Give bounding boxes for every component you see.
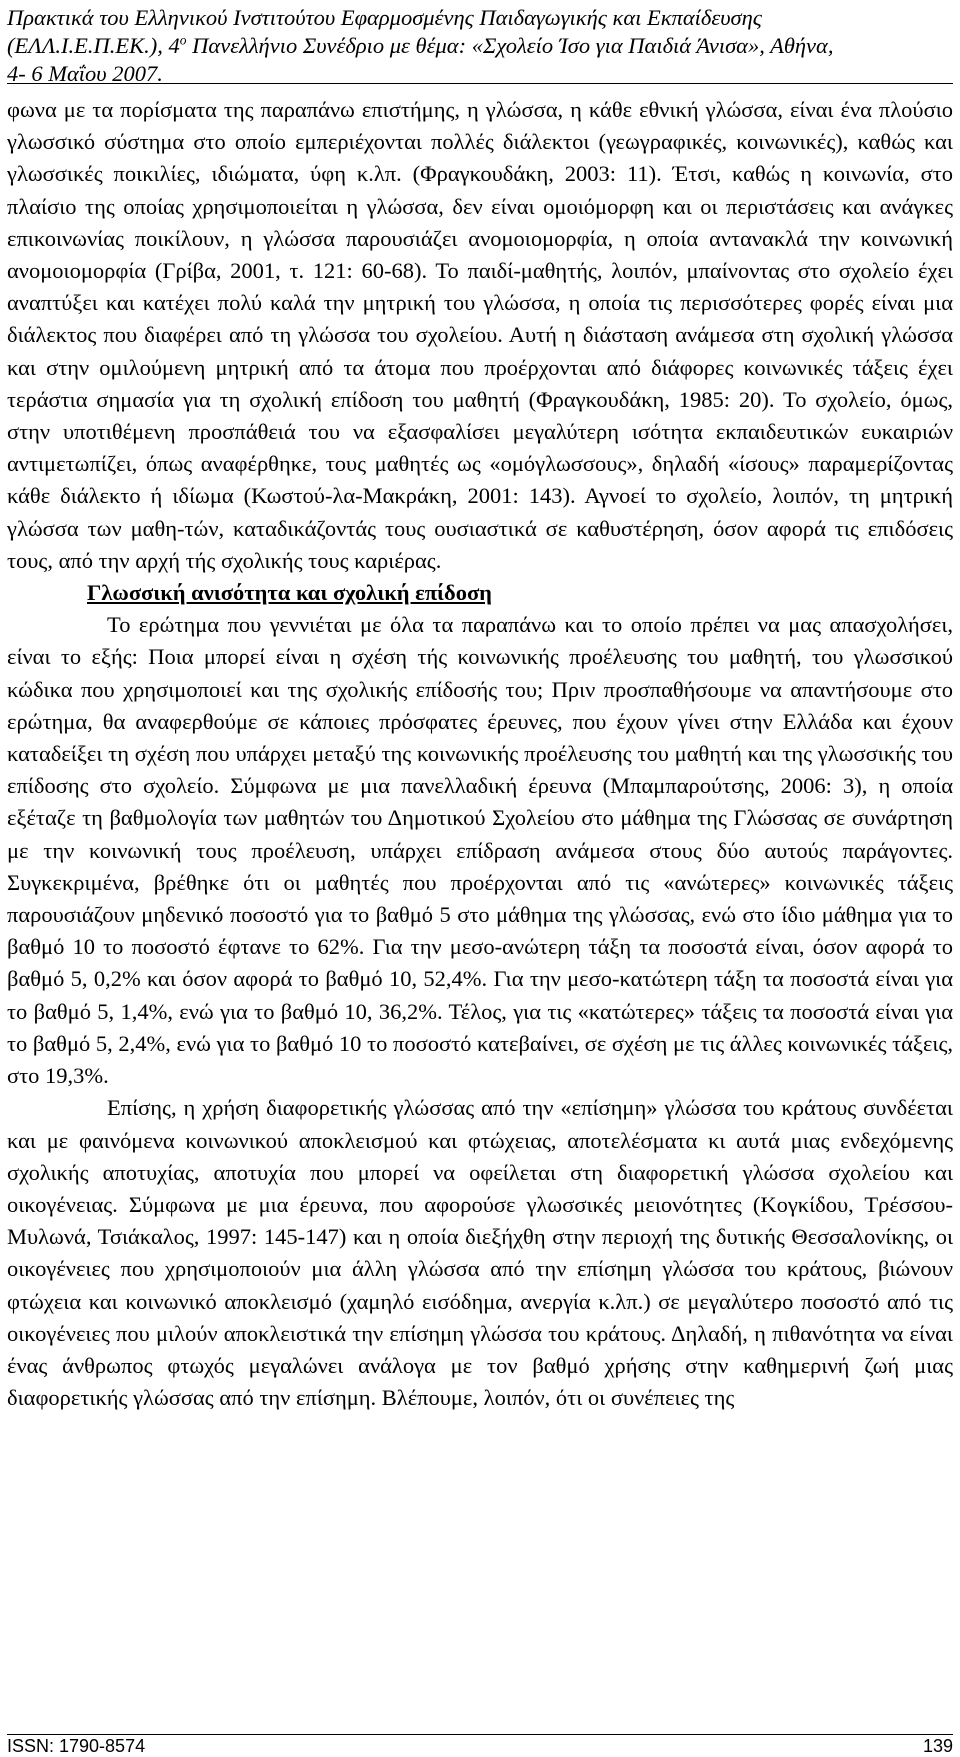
section-title: Γλωσσική ανισότητα και σχολική επίδοση: [87, 580, 492, 606]
header-ordinal-superscript: ο: [179, 32, 187, 48]
main-body: [7, 94, 953, 1414]
header-divider: [7, 83, 953, 84]
running-header: [7, 4, 955, 88]
page-number: 139: [922, 1736, 953, 1756]
paragraph-2: Το ερώτημα που γεννιέται με όλα τα παραπάνω και το οποίο πρέπει να μας απασχολήσει, είναι το εξής: Ποια μπορεί είναι η σχέση τής κοινωνικής προέλευσης του μαθητή, του γλωσσικού κώδικα που χρησιμοποιεί και της σχολικής επίδοσής του; Πριν προσπαθήσουμε να απαντήσουμε στο ερώτημα, θα αναφερθούμε σε κάποιες πρόσφατες έρευνες, που έχουν γίνει στην Ελλάδα και έχουν καταδείξει τη σχέση που υπάρχει μεταξύ της κοινωνικής προέλευσης του μαθητή και της γλωσσικής του επίδοσης στο σχολείο. Σύμφωνα με μια πανελλαδική έρευνα (Μπαμπαρούτσης, 2006: 3), η οποία εξέταζε τη βαθμολογία των μαθητών του Δημοτικού Σχολείου στο μάθημα της Γλώσσας σε συνάρτηση με την κοινωνική τους προέλευση, υπάρχει επίδραση ανάμεσα στους δύο αυτούς παράγοντες. Συγκεκριμένα, βρέθηκε ότι οι μαθητές που προέρχονται από τις «ανώτερες» κοινωνικές τάξεις παρουσιάζουν μηδενικό ποσοστό για το βαθμό 5 στο μάθημα της γλώσσας, ενώ στο ίδιο μάθημα για το βαθμό 10 το ποσοστό έφτανε το 62%. Για την μεσο-ανώτερη τάξη τα ποσοστά είναι, όσον αφορά το βαθμό 5, 0,2% και όσον αφορά το βαθμό 10, 52,4%. Για την μεσο-κατώτερη τάξη τα ποσοστά είναι για το βαθμό 5, 1,4%, ενώ για το βαθμό 10, 36,2%. Τέλος, για τις «κατώτερες» τάξεις τα ποσοστά είναι για το βαθμό 5, 2,4%, ενώ για το βαθμό 10 το ποσοστό κατεβαίνει, σε σχέση με τις άλλες κοινωνικές τάξεις, στο 19,3%.: [7, 612, 953, 1089]
header-line-2: [7, 32, 955, 60]
header-line-3: 4- 6 Μαΐου 2007.: [7, 61, 163, 86]
header-line-1: Πρακτικά του Ελληνικού Ινστιτούτου Εφαρμοσμένης Παιδαγωγικής και Εκπαίδευσης: [7, 5, 762, 30]
header-line-2-start: (ΕΛΛ.Ι.Ε.Π.ΕΚ.), 4: [7, 33, 180, 58]
header-line-2-end: Πανελλήνιο Συνέδριο με θέμα: «Σχολείο Ίσο για Παιδιά Άνισα», Αθήνα,: [186, 33, 834, 58]
paragraph-1: φωνα με τα πορίσματα της παραπάνω επιστήμης, η γλώσσα, η κάθε εθνική γλώσσα, είναι ένα πλούσιο γλωσσικό σύστημα στο οποίο εμπεριέχονται πολλές διάλεκτοι (γεωγραφικές, κοινωνικές), καθώς και γλωσσικές ποικιλίες, ιδιώματα, ύφη κ.λπ. (Φραγκουδάκη, 2003: 11). Έτσι, καθώς η κοινωνία, στο πλαίσιο της οποίας χρησιμοποιείται η γλώσσα, δεν είναι ομοιόμορφη και οι περιστάσεις και ανάγκες επικοινωνίας ποικίλουν, η γλώσσα παρουσιάζει ανομοιομορφία, η οποία αντανακλά την κοινωνική ανομοιομορφία (Γρίβα, 2001, τ. 121: 60-68). Το παιδί-μαθητής, λοιπόν, μπαίνοντας στο σχολείο έχει αναπτύξει και κατέχει πολύ καλά την μητρική του γλώσσα, η οποία τις περισσότερες φορές είναι μια διάλεκτος που διαφέρει από τη γλώσσα του σχολείου. Αυτή η διάσταση ανάμεσα στη σχολική γλώσσα και στην ομιλούμενη μητρική από τα άτομα που προέρχονται από διάφορες κοινωνικές τάξεις έχει τεράστια σημασία για τη σχολική επίδοση του μαθητή (Φραγκουδάκη, 1985: 20). Το σχολείο, όμως, στην υποτιθέμενη προσπάθειά του να εξασφαλίσει μεγαλύτερη ισότητα εκπαιδευτικών ευκαιριών αντιμετωπίζει, όπως αναφέρθηκε, τους μαθητές ως «ομόγλωσσους», δηλαδή «ίσους» παραμερίζοντας κάθε διάλεκτο ή ιδίωμα (Κωστού-λα-Μακράκη, 2001: 143). Αγνοεί το σχολείο, λοιπόν, τη μητρική γλώσσα των μαθη-τών, καταδικάζοντάς τους ουσιαστικά σε καθυστέρηση, όσον αφορά τις επιδόσεις τους, από την αρχή τής σχολικής τους καριέρας.: [7, 97, 953, 573]
issn-label: ISSN: 1790-8574: [7, 1736, 146, 1756]
page-footer: [7, 1735, 953, 1757]
paragraph-3: Επίσης, η χρήση διαφορετικής γλώσσας από την «επίσημη» γλώσσα του κράτους συνδέεται και με φαινόμενα κοινωνικού αποκλεισμού και φτώχειας, αποτελέσματα κι αυτά μιας ενδεχόμενης σχολικής αποτυχίας, αποτυχία που μπορεί να οφείλεται στη διαφορετική γλώσσα σχολείου και οικογένειας. Σύμφωνα με μια έρευνα, που αφορούσε γλωσσικές μειονότητες (Κογκίδου, Τρέσσου-Μυλωνά, Τσιάκαλος, 1997: 145-147) και η οποία διεξήχθη στην περιοχή της δυτικής Θεσσαλονίκης, οι οικογένειες που χρησιμοποιούν μια άλλη γλώσσα από την επίσημη γλώσσα του κράτους, βιώνουν φτώχεια και κοινωνικό αποκλεισμό (χαμηλό εισόδημα, ανεργία κ.λπ.) σε μεγαλύτερο ποσοστό από τις οικογένειες που μιλούν αποκλειστικά την επίσημη γλώσσα του κράτους. Δηλαδή, η πιθανότητα να είναι ένας άνθρωπος φτωχός μεγαλώνει ανάλογα με τον βαθμό χρήσης στην καθημερινή ζωή μιας διαφορετικής γλώσσας από την επίσημη. Βλέπουμε, λοιπόν, ότι οι συνέπειες της: [7, 1095, 953, 1411]
